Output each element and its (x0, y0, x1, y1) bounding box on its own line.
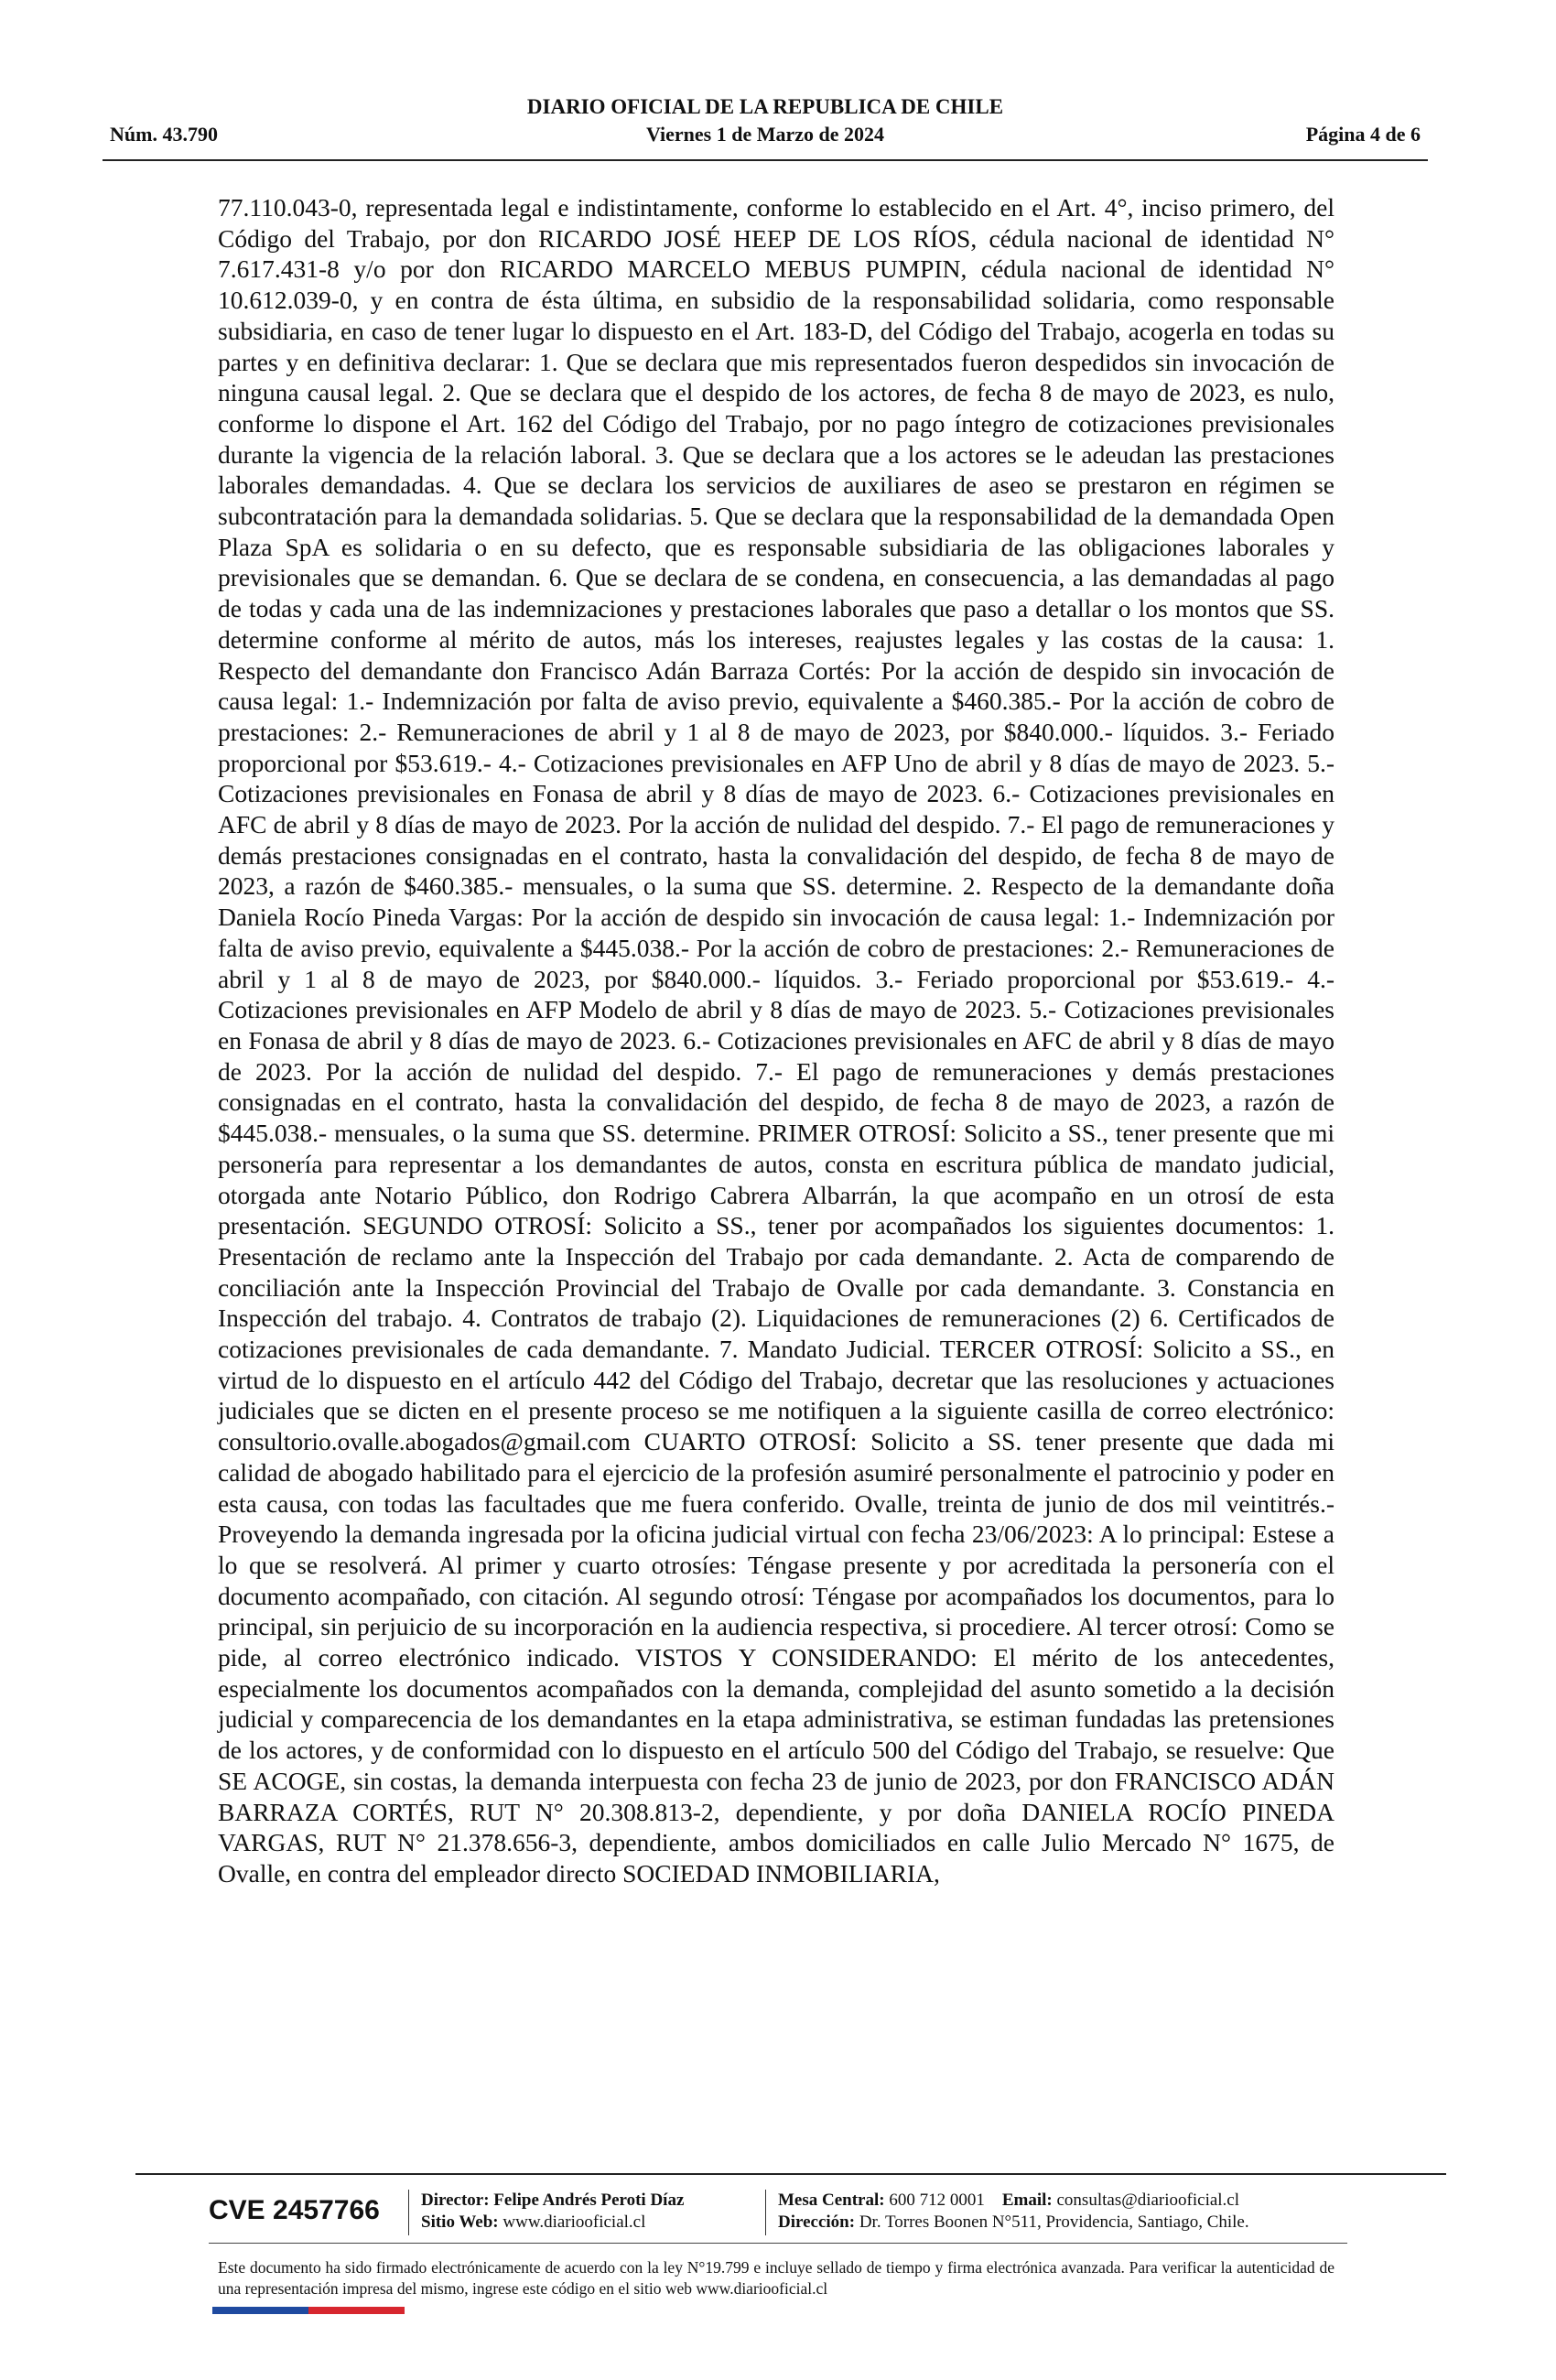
chile-flag-stripe (212, 2307, 405, 2314)
page-header (110, 93, 1421, 150)
footer-separator (408, 2190, 409, 2235)
header-divider (103, 159, 1428, 161)
email-address[interactable]: consultas@diariooficial.cl (1056, 2191, 1240, 2210)
website-link[interactable]: www.diariooficial.cl (502, 2212, 646, 2232)
mesa-phone: 600 712 0001 (889, 2191, 985, 2210)
cve-code: CVE 2457766 (209, 2195, 380, 2225)
mesa-label: Mesa Central: (778, 2191, 885, 2210)
publication-title: DIARIO OFICIAL DE LA REPUBLICA DE CHILE (526, 95, 1004, 118)
email-label: Email: (1001, 2191, 1053, 2210)
signature-note: Este documento ha sido firmado electrónicamente de acuerdo con la ley N°19.799 e incluye sellado de tiempo y firma electrónica avanzada. Para verificar la autenticidad de una representación impresa del mismo, ingrese este código en el sitio web www.diariooficial.cl (218, 2258, 1334, 2298)
flag-blue-segment (212, 2307, 308, 2314)
page-number: Página 4 de 6 (1305, 123, 1421, 146)
website-label: Sitio Web: (421, 2212, 499, 2232)
flag-red-segment (308, 2307, 405, 2314)
footer-divider-top (135, 2173, 1446, 2175)
issue-date: Viernes 1 de Marzo de 2024 (645, 123, 885, 146)
issue-number: Núm. 43.790 (110, 123, 218, 146)
body-text: 77.110.043-0, representada legal e indistintamente, conforme lo establecido en el Art. 4°, inciso primero, del Código del Trabajo, por don RICARDO JOSÉ HEEP DE LOS RÍOS, cédula nacional de identidad N° 7.617.431-8 y/o por don RICARDO MARCELO MEBUS PUMPIN, cédula nacional de identidad N° 10.612.039-0, y en contra de ésta última, en subsidio de la responsabilidad solidaria, como responsable subsidiaria, en caso de tener lugar lo dispuesto en el Art. 183-D, del Código del Trabajo, acogerla en todas su partes y en definitiva declarar: 1. Que se declara que mis representados fueron despedidos sin invocación de ninguna causal legal. 2. Que se declara que el despido de los actores, de fecha 8 de mayo de 2023, es nulo, conforme lo dispone el Art. 162 del Código del Trabajo, por no pago íntegro de cotizaciones previsionales durante la vigencia de la relación laboral. 3. Que se declara que a los actores se le adeudan las prestaciones laborales demandadas. 4. Que se declara los servicios de auxiliares de aseo se prestaron en régimen se subcontratación para la demandada solidarias. 5. Que se declara que la responsabilidad de la demandada Open Plaza SpA es solidaria o en su defecto, que es responsable subsidiaria de las obligaciones laborales y previsionales que se demandan. 6. Que se declara de se condena, en consecuencia, a las demandadas al pago de todas y cada una de las indemnizaciones y prestaciones laborales que paso a detallar o los montos que SS. determine conforme al mérito de autos, más los intereses, reajustes legales y las costas de la causa: 1. Respecto del demandante don Francisco Adán Barraza Cortés: Por la acción de despido sin invocación de causa legal: 1.- Indemnización por falta de aviso previo, equivalente a $460.385.- Por la acción de cobro de prestaciones: 2.- Remuneraciones de abril y 1 al 8 de mayo de 2023, por $840.000.- líquidos. 3.- Feriado proporcional por $53.619.- 4.- Cotizaciones previsionales en AFP Uno de abril y 8 días de mayo de 2023. 5.- Cotizaciones previsionales en Fonasa de abril y 8 días de mayo de 2023. 6.- Cotizaciones previsionales en AFC de abril y 8 días de mayo de 2023. Por la acción de nulidad del despido. 7.- El pago de remuneraciones y demás prestaciones consignadas en el contrato, hasta la convalidación del despido, de fecha 8 de mayo de 2023, a razón de $460.385.- mensuales, o la suma que SS. determine. 2. Respecto de la demandante doña Daniela Rocío Pineda Vargas: Por la acción de despido sin invocación de causa legal: 1.- Indemnización por falta de aviso previo, equivalente a $445.038.- Por la acción de cobro de prestaciones: 2.- Remuneraciones de abril y 1 al 8 de mayo de 2023, por $840.000.- líquidos. 3.- Feriado proporcional por $53.619.- 4.- Cotizaciones previsionales en AFP Modelo de abril y 8 días de mayo de 2023. 5.- Cotizaciones previsionales en Fonasa de abril y 8 días de mayo de 2023. 6.- Cotizaciones previsionales en AFC de abril y 8 días de mayo de 2023. Por la acción de nulidad del despido. 7.- El pago de remuneraciones y demás prestaciones consignadas en el contrato, hasta la convalidación del despido, de fecha 8 de mayo de 2023, a razón de $445.038.- mensuales, o la suma que SS. determine. PRIMER OTROSÍ: Solicito a SS., tener presente que mi personería para representar a los demandantes de autos, consta en escritura pública de mandato judicial, otorgada ante Notario Público, don Rodrigo Cabrera Albarrán, la que acompaño en un otrosí de esta presentación. SEGUNDO OTROSÍ: Solicito a SS., tener por acompañados los siguientes documentos: 1. Presentación de reclamo ante la Inspección del Trabajo por cada demandante. 2. Acta de comparendo de conciliación ante la Inspección Provincial del Trabajo de Ovalle por cada demandante. 3. Constancia en Inspección del trabajo. 4. Contratos de trabajo (2). Liquidaciones de remuneraciones (2) 6. Certificados de cotizaciones previsionales de cada demandante. 7. Mandato Judicial. TERCER OTROSÍ: Solicito a SS., en virtud de lo dispuesto en el artículo 442 del Código del Trabajo, decretar que las resoluciones y actuaciones judiciales que se dicten en el presente proceso se me notifiquen a la siguiente casilla de correo electrónico: consultorio.ovalle.abogados@gmail.com CUARTO OTROSÍ: Solicito a SS. tener presente que dada mi calidad de abogado habilitado para el ejercicio de la profesión asumiré personalmente el patrocinio y poder en esta causa, con todas las facultades que me fuera conferido. Ovalle, treinta de junio de dos mil veintitrés.- Proveyendo la demanda ingresada por la oficina judicial virtual con fecha 23/06/2023: A lo principal: Estese a lo que se resolverá. Al primer y cuarto otrosíes: Téngase presente y por acreditada la personería con el documento acompañado, con citación. Al segundo otrosí: Téngase por acompañados los documentos, para lo principal, sin perjuicio de su incorporación en la audiencia respectiva, si procediere. Al tercer otrosí: Como se pide, al correo electrónico indicado. VISTOS Y CONSIDERANDO: El mérito de los antecedentes, especialmente los documentos acompañados con la demanda, complejidad del asunto sometido a la decisión judicial y comparecencia de los demandantes en la etapa administrativa, se estiman fundadas las pretensiones de los actores, y de conformidad con lo dispuesto en el artículo 500 del Código del Trabajo, se resuelve: Que SE ACOGE, sin costas, la demanda interpuesta con fecha 23 de junio de 2023, por don FRANCISCO ADÁN BARRAZA CORTÉS, RUT N° 20.308.813-2, dependiente, y por doña DANIELA ROCÍO PINEDA VARGAS, RUT N° 21.378.656-3, dependiente, ambos domiciliados en calle Julio Mercado N° 1675, de Ovalle, en contra del empleador directo SOCIEDAD INMOBILIARIA, (218, 193, 1334, 1888)
footer-divider-bottom (209, 2243, 1347, 2244)
director-name: Felipe Andrés Peroti Díaz (493, 2191, 685, 2210)
footer-director-block (421, 2190, 684, 2234)
footer-contact-block (778, 2190, 1249, 2234)
footer-separator (765, 2190, 766, 2235)
director-label: Director: (421, 2191, 490, 2210)
address-label: Dirección: (778, 2212, 856, 2232)
address-value: Dr. Torres Boonen N°511, Providencia, Santiago, Chile. (859, 2212, 1249, 2232)
footer-info (192, 2182, 1355, 2248)
